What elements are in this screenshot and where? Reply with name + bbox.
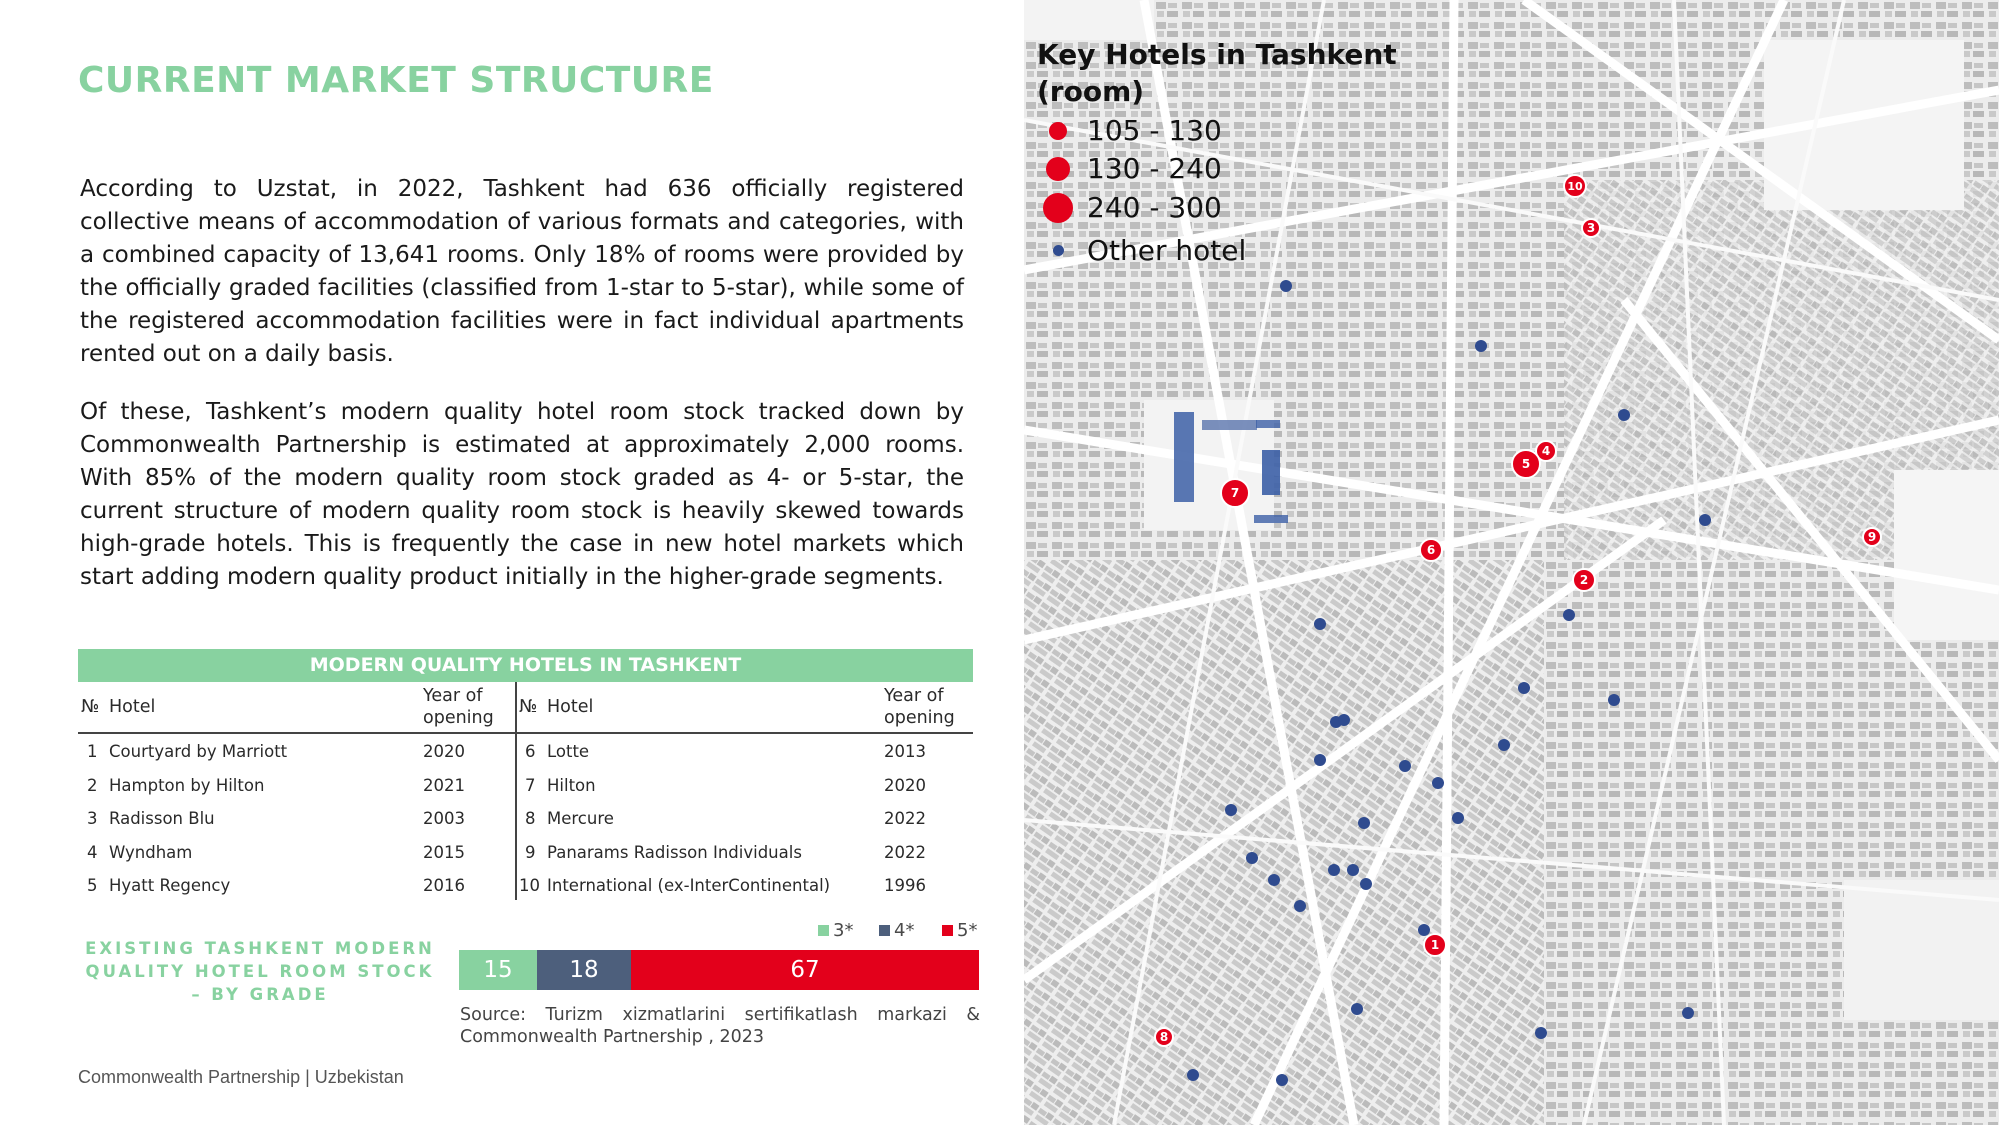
- other-hotel-marker: [1338, 714, 1350, 726]
- key-hotel-label: 1: [1430, 938, 1440, 952]
- other-hotel-marker: [1280, 280, 1292, 292]
- header-divider: [78, 732, 973, 734]
- table-cell-hotel: International (ex-InterContinental): [547, 876, 831, 895]
- key-hotel-label: 10: [1567, 180, 1583, 193]
- table-cell-no: 2: [87, 775, 98, 795]
- key-hotel-label: 7: [1230, 486, 1240, 500]
- other-hotel-marker: [1351, 1003, 1363, 1015]
- table-cell-no: 3: [87, 809, 98, 828]
- col-header-hotel: Hotel: [109, 697, 156, 717]
- other-hotel-marker: [1498, 739, 1510, 751]
- map-legend-label: 130 - 240: [1087, 152, 1222, 185]
- table-cell-no: 1: [87, 742, 98, 761]
- other-hotel-marker: [1187, 1069, 1199, 1081]
- other-hotel-marker: [1268, 874, 1280, 886]
- table-cell-no: 8: [525, 809, 536, 828]
- key-hotel-label: 4: [1541, 444, 1551, 458]
- other-hotel-marker: [1432, 777, 1444, 789]
- table-cell-year: 2020: [423, 742, 465, 761]
- other-hotel-marker: [1563, 609, 1575, 621]
- legend-marker: [1046, 157, 1070, 181]
- hotels-table-title: MODERN QUALITY HOTELS IN TASHKENT: [78, 649, 973, 682]
- other-hotel-marker: [1314, 754, 1326, 766]
- other-hotel-marker: [1418, 924, 1430, 936]
- table-cell-no: 4: [87, 842, 98, 862]
- map-legend-item: [1037, 114, 1222, 147]
- legend-item: [879, 919, 914, 941]
- other-hotel-marker: [1608, 694, 1620, 706]
- table-cell-hotel: Hyatt Regency: [109, 876, 231, 895]
- table-cell-year: 2015: [423, 842, 465, 862]
- legend-marker: [1053, 245, 1064, 256]
- table-cell-hotel: Mercure: [547, 809, 614, 828]
- table-cell-year: 2016: [423, 876, 465, 895]
- key-hotel-label: 9: [1867, 530, 1877, 544]
- table-cell-hotel: Hilton: [547, 775, 596, 795]
- other-hotel-marker: [1347, 864, 1359, 876]
- other-hotel-marker: [1682, 1007, 1694, 1019]
- table-cell-year: 2003: [423, 809, 465, 828]
- other-hotel-marker: [1535, 1027, 1547, 1039]
- other-hotel-marker: [1360, 878, 1372, 890]
- legend-marker: [1043, 193, 1073, 223]
- legend-label: 4*: [894, 919, 915, 941]
- table-cell-no: 6: [525, 742, 536, 761]
- table-cell-hotel: Radisson Blu: [109, 809, 215, 828]
- hotels-table: [78, 682, 973, 902]
- col-header-no: №: [81, 697, 100, 717]
- table-cell-year: 2022: [884, 842, 926, 862]
- map-legend-label: 105 - 130: [1087, 114, 1222, 147]
- legend-item: [818, 919, 853, 941]
- other-hotel-marker: [1314, 618, 1326, 630]
- map-title: Key Hotels in Tashkent (room): [1037, 38, 1397, 108]
- other-hotel-marker: [1618, 409, 1630, 421]
- legend-marker: [1049, 122, 1067, 140]
- table-cell-no: 5: [87, 876, 98, 895]
- other-hotel-marker: [1699, 514, 1711, 526]
- col-header-no: №: [519, 697, 538, 717]
- other-hotel-marker: [1475, 340, 1487, 352]
- key-hotel-label: 8: [1159, 1030, 1169, 1044]
- other-hotel-marker: [1358, 817, 1370, 829]
- table-cell-hotel: Courtyard by Marriott: [109, 742, 288, 761]
- table-cell-no: 7: [525, 775, 536, 795]
- bar-segment-5-star: 67: [631, 950, 979, 990]
- table-cell-year: 2013: [884, 742, 926, 761]
- column-divider: [515, 682, 517, 900]
- footer: Commonwealth Partnership | Uzbekistan: [78, 1067, 404, 1087]
- table-cell-no: 10: [519, 876, 540, 895]
- legend-swatch: [879, 925, 890, 936]
- map-legend-label: 240 - 300: [1087, 191, 1222, 224]
- other-hotel-marker: [1294, 900, 1306, 912]
- map-legend-label: Other hotel: [1087, 234, 1247, 267]
- legend-label: 5*: [957, 919, 978, 941]
- table-cell-year: 2020: [884, 775, 926, 795]
- table-cell-no: 9: [525, 842, 536, 862]
- map-legend-item: [1037, 191, 1222, 224]
- map-legend-item: [1037, 152, 1222, 185]
- col-header-year: Year of opening: [423, 686, 494, 728]
- chart-source: Source: Turizm xizmatlarini sertifikatlash markazi & Commonwealth Partnership , 2023: [460, 1005, 980, 1047]
- bar-segment-4-star: 18: [537, 950, 631, 990]
- bar-segment-3-star: 15: [459, 950, 537, 990]
- legend-label: 3*: [833, 919, 854, 941]
- other-hotel-marker: [1225, 804, 1237, 816]
- key-hotel-label: 2: [1579, 573, 1589, 587]
- paragraph-2: Of these, Tashkent’s modern quality hotel room stock tracked down by Commonwealth Partnership is estimated at approximately 2,000 rooms. With 85% of the modern quality room stock graded as 4- or 5-star, the current structure of modern quality room stock is heavily skewed towards high-grade hotels. This is frequently the case in new hotel markets which start adding modern quality product initially in the higher-grade segments.: [80, 399, 964, 590]
- key-hotel-label: 5: [1521, 457, 1531, 471]
- page-title: CURRENT MARKET STRUCTURE: [78, 60, 714, 101]
- other-hotel-marker: [1452, 812, 1464, 824]
- legend-item: [942, 919, 977, 941]
- table-cell-hotel: Lotte: [547, 742, 590, 761]
- legend-swatch: [818, 925, 829, 936]
- table-cell-year: 2022: [884, 809, 926, 828]
- key-hotel-label: 6: [1426, 543, 1436, 557]
- table-cell-hotel: Hampton by Hilton: [109, 775, 265, 795]
- other-hotel-marker: [1399, 760, 1411, 772]
- col-header-hotel: Hotel: [547, 697, 594, 717]
- map-legend-item: [1037, 234, 1246, 267]
- key-hotel-label: 3: [1586, 221, 1596, 235]
- chart-title: EXISTING TASHKENT MODERN QUALITY HOTEL ROOM STOCK – BY GRADE: [85, 939, 435, 1004]
- other-hotel-marker: [1328, 864, 1340, 876]
- legend-swatch: [942, 925, 953, 936]
- other-hotel-marker: [1276, 1074, 1288, 1086]
- paragraph-1: According to Uzstat, in 2022, Tashkent had 636 officially registered collective means of accommodation of various formats and categories, with a combined capacity of 13,641 rooms. Only 18% of rooms were provided by the officially graded facilities (classified from 1-star to 5-star), while some of the registered accommodation facilities were in fact individual apartments rented out on a daily basis.: [80, 176, 964, 367]
- table-cell-year: 1996: [884, 876, 926, 895]
- table-cell-hotel: Wyndham: [109, 842, 193, 862]
- col-header-year: Year of opening: [884, 686, 955, 728]
- table-cell-year: 2021: [423, 775, 465, 795]
- table-cell-hotel: Panarams Radisson Individuals: [547, 842, 802, 862]
- other-hotel-marker: [1246, 852, 1258, 864]
- other-hotel-marker: [1518, 682, 1530, 694]
